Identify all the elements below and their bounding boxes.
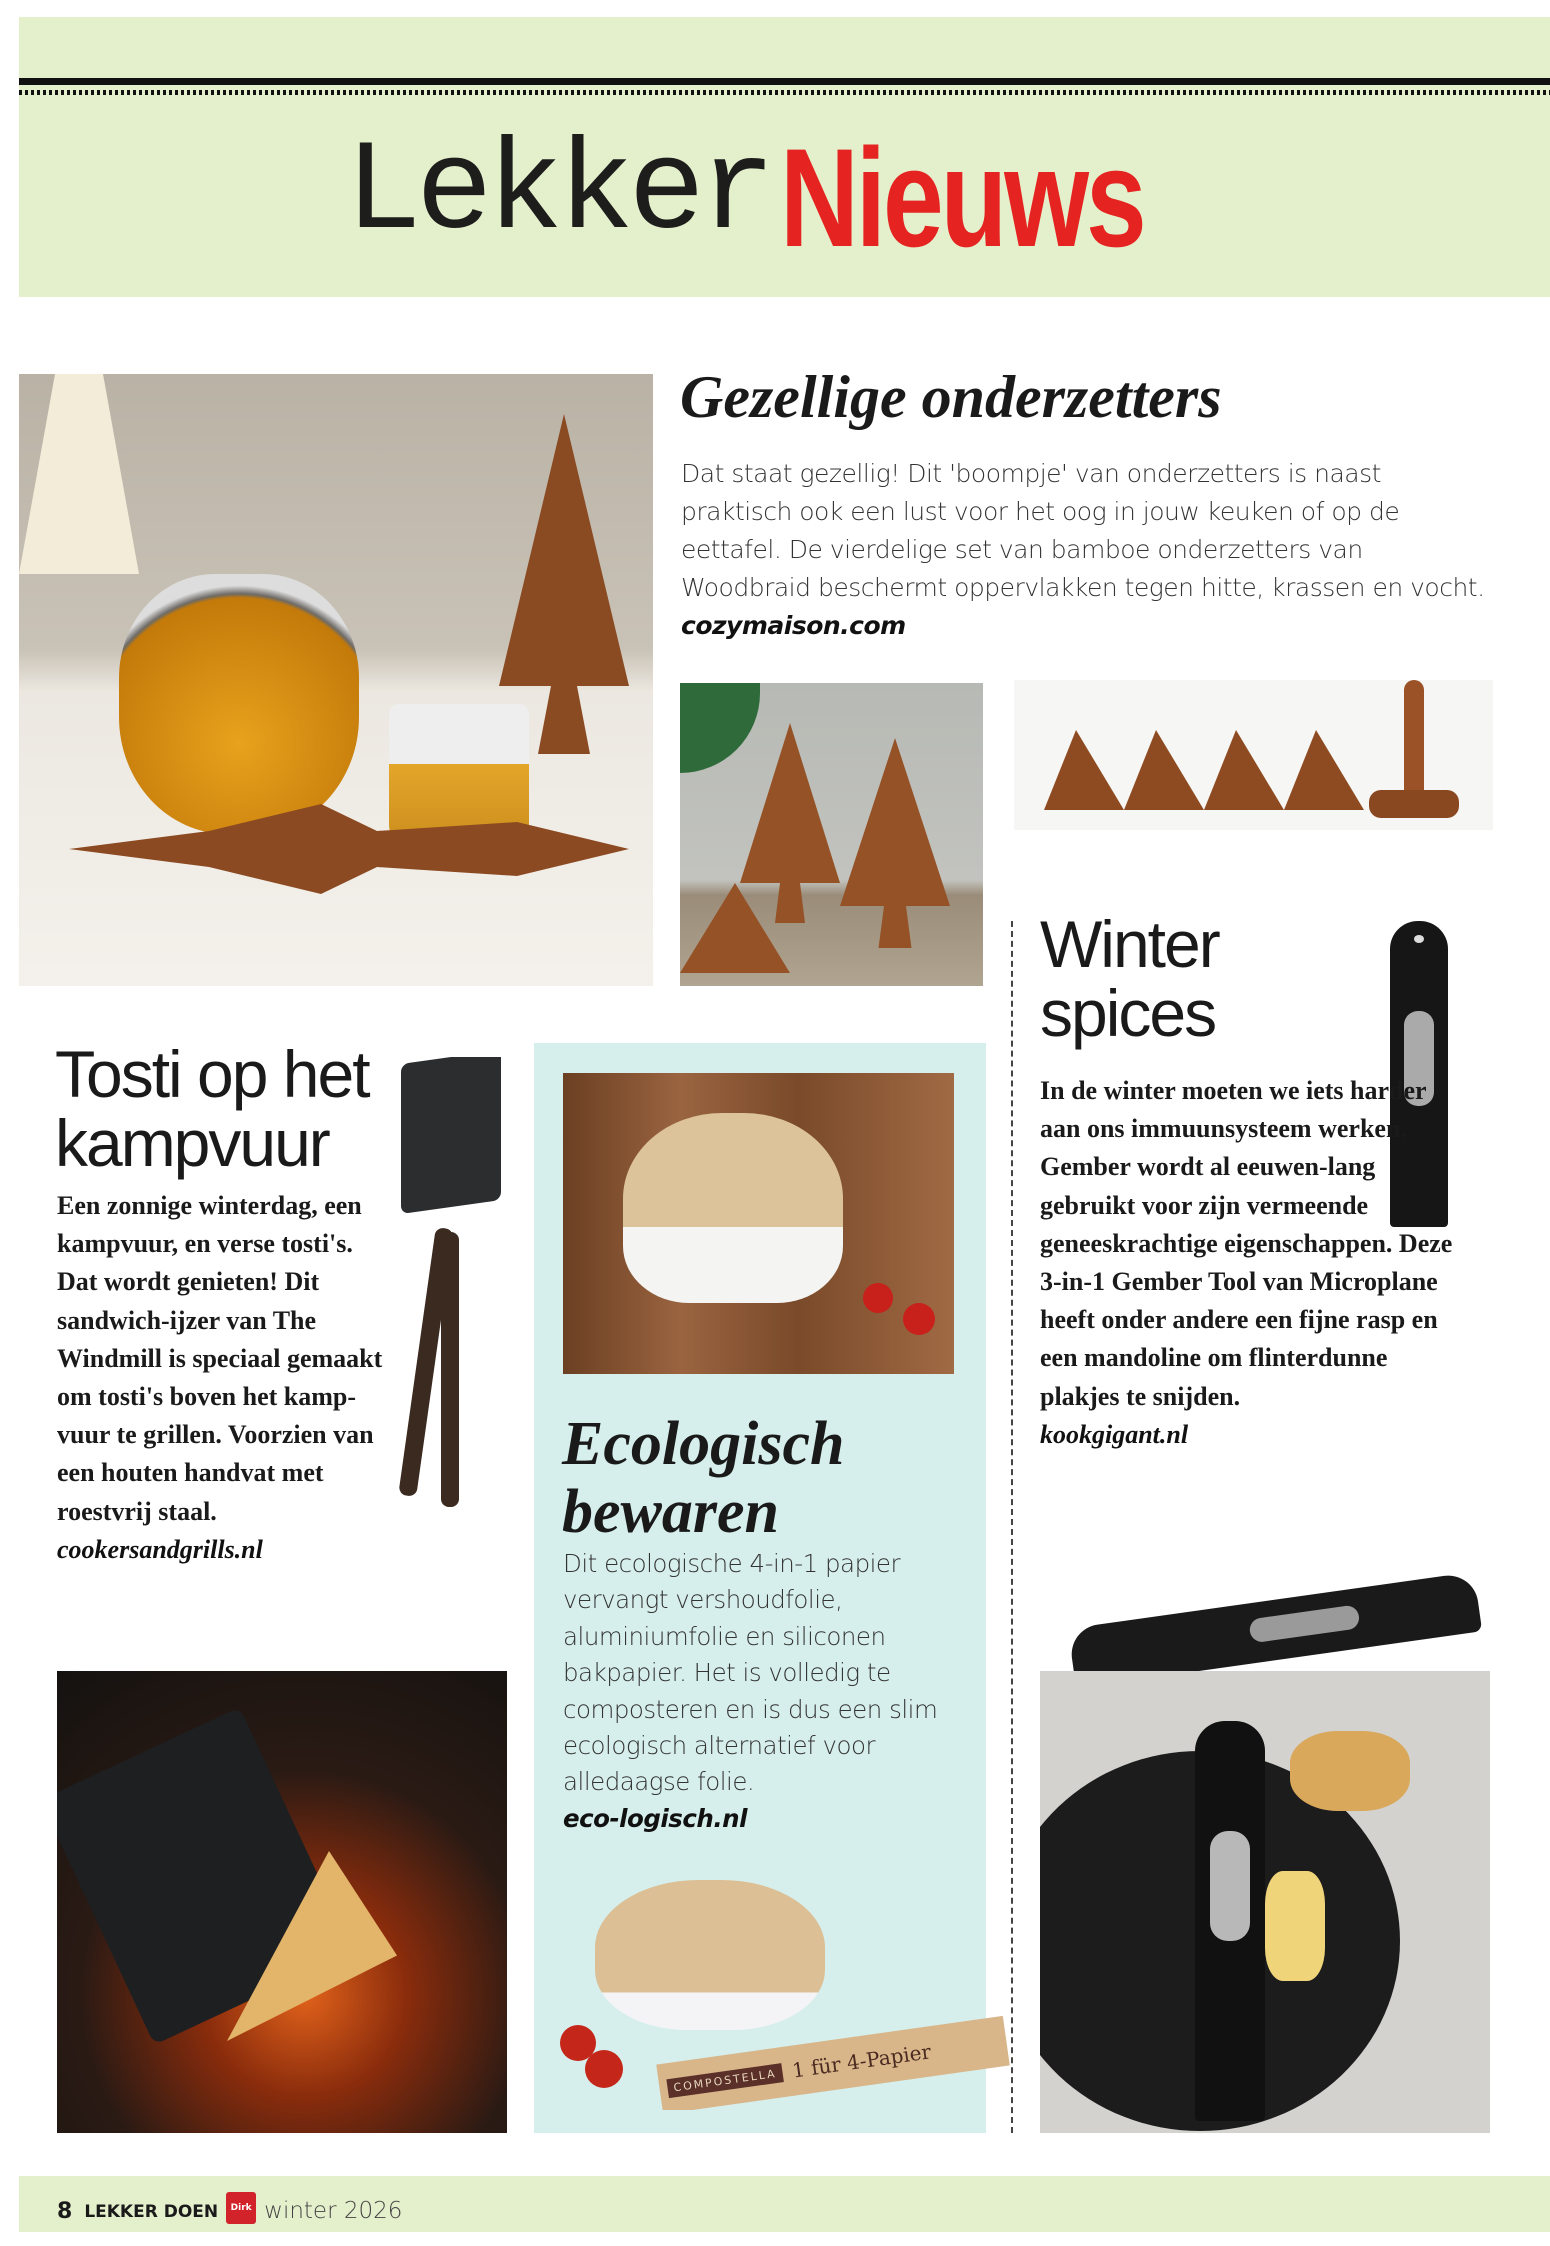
issue-label: winter 2026 [264,2198,403,2224]
article-heading: Ecologisch bewaren [562,1410,845,1547]
page-number: 8 [57,2199,73,2224]
product-name-label: 1 für 4-Papier [790,2039,933,2083]
article-url[interactable]: eco-logisch.nl [563,1803,747,1833]
compostella-product-photo [550,1870,1010,2110]
article-heading: Tosti op het kampvuur [55,1037,369,1181]
dirk-logo-text: Dirk [230,2203,252,2213]
article-heading: Gezellige onderzetters [680,364,1222,430]
campfire-tosti-photo [57,1671,507,2133]
article-url[interactable]: cookersandgrills.nl [57,1534,263,1564]
dirk-logo [226,2192,256,2224]
article-body [57,1187,387,1569]
article-text: Een zonnige winterdag, een kampvuur, en verse tosti's. Dat wordt genieten! Dit sandwich-ijzer van The Windmill is speciaal gemaakt om tosti's boven het kamp-vuur te grillen. Voorzien van een houten handvat met roestvrij staal. [57,1191,383,1526]
column-divider [1011,921,1013,2133]
teapot-coaster-photo [19,374,653,986]
coasters-unfolded-photo [1014,680,1493,830]
article-body [563,1546,983,1837]
covered-bowl-photo [563,1073,954,1374]
article-heading: Winter spices [1040,907,1219,1051]
coaster-trees-photo [680,683,983,986]
article-body [681,455,1491,645]
magazine-name: LEKKER DOEN [84,2202,219,2222]
page-title-nieuws: Nieuws [780,119,1144,276]
article-text: Dit ecologische 4-in-1 papier vervangt vershoudfolie, aluminiumfolie en siliconen bakpapier. Het is volledig te composteren en is dus een slim ecologisch alternatief voor alledaagse folie. [563,1549,938,1797]
header-rule [19,78,1550,85]
article-text: Dat staat gezellig! Dit 'boompje' van onderzetters is naast praktisch ook een lust voor het oog in jouw keuken of op de eettafel. De vierdelige set van bamboe onderzetters van Woodbraid beschermt oppervlakken tegen hitte, krassen en vocht. [681,459,1485,602]
footer [57,2188,402,2224]
article-body [1040,1072,1460,1454]
header-dotted-rule [19,90,1550,95]
product-brand-label: COMPOSTELLA [666,2063,783,2098]
article-url[interactable]: cozymaison.com [681,611,906,640]
ginger-plate-photo [1040,1671,1490,2133]
article-url[interactable]: kookgigant.nl [1040,1419,1189,1449]
page-title-lekker: Lekker [345,121,770,266]
article-text: In de winter moeten we iets harder aan ons immuunsysteem werken. Gember wordt al eeuwen-lang gebruikt voor zijn vermeende geneeskrachtige eigenschappen. Deze 3-in-1 Gember Tool van Microplane heeft onder andere een fijne rasp en een mandoline om flinterdunne plakjes te snijden. [1040,1076,1453,1411]
